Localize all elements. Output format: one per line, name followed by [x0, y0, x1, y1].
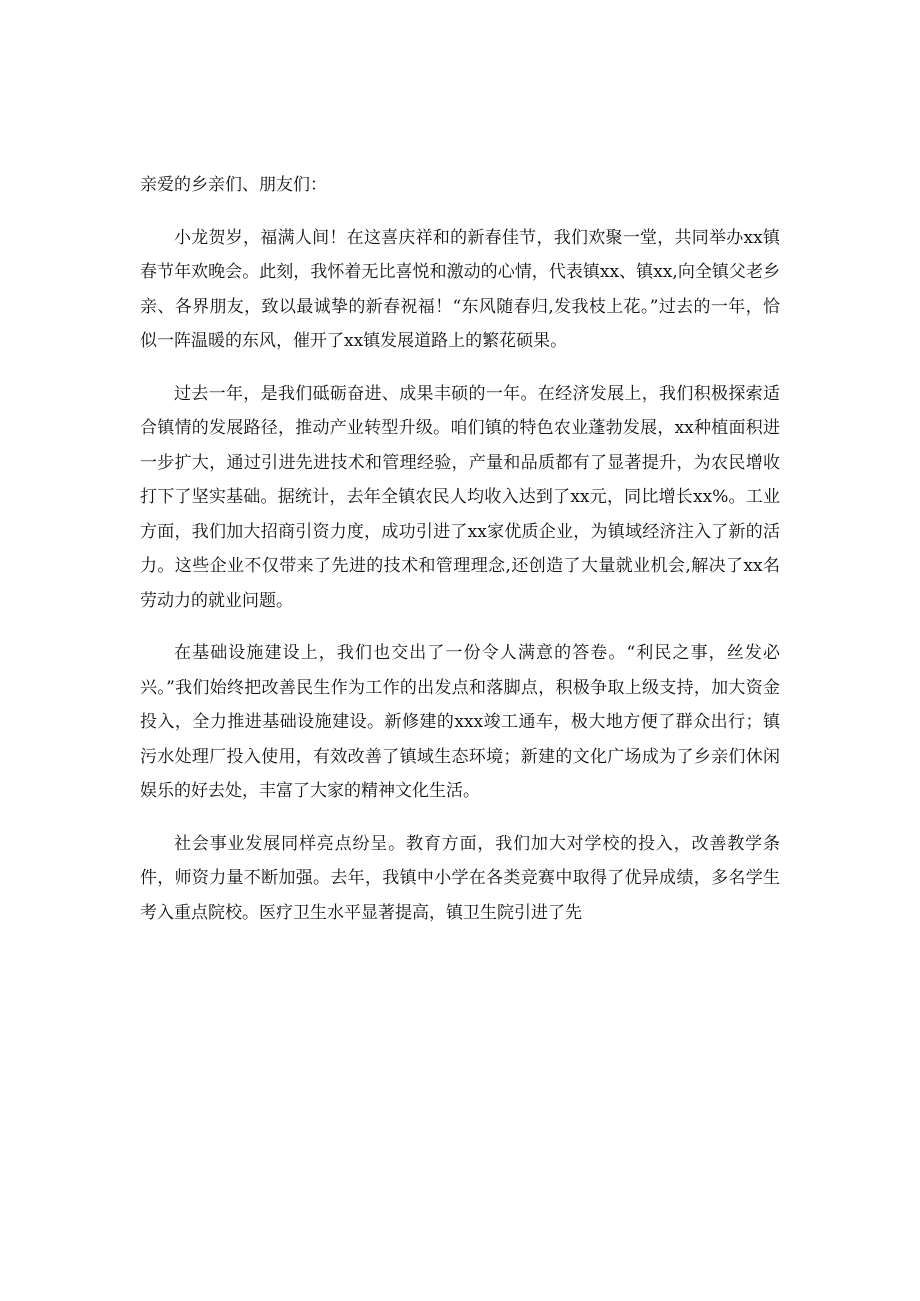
paragraph-economy: 过去一年，是我们砥砺奋进、成果丰硕的一年。在经济发展上，我们积极探索适合镇情的发展路径，推动产业转型升级。咱们镇的特色农业蓬勃发展，xx种植面积进一步扩大，通过引进先进技术和管理经验，产量和品质都有了显著提升，为农民增收打下了坚实基础。据统计，去年全镇农民人均收入达到了xx元，同比增长xx%。工业方面，我们加大招商引资力度，成功引进了xx家优质企业，为镇域经济注入了新的活力。这些企业不仅带来了先进的技术和管理理念,还创造了大量就业机会,解决了xx名劳动力的就业问题。 — [140, 383, 780, 611]
salutation: 亲爱的乡亲们、朋友们： — [140, 175, 327, 195]
paragraph-greeting: 小龙贺岁，福满人间！在这喜庆祥和的新春佳节，我们欢聚一堂，共同举办xx镇春节年欢晚会。此刻，我怀着无比喜悦和激动的心情，代表镇xx、镇xx,向全镇父老乡亲、各界朋友，致以最诚挚的新春祝福！“东风随春归,发我枝上花。”过去的一年，恰似一阵温暖的东风，催开了xx镇发展道路上的繁花硕果。 — [140, 227, 780, 351]
paragraph-infrastructure: 在基础设施建设上，我们也交出了一份令人满意的答卷。“利民之事，丝发必兴。”我们始终把改善民生作为工作的出发点和落脚点，积极争取上级支持，加大资金投入，全力推进基础设施建设。新修建的xxx竣工通车，极大地方便了群众出行；镇污水处理厂投入使用，有效改善了镇域生态环境；新建的文化广场成为了乡亲们休闲娱乐的好去处，丰富了大家的精神文化生活。 — [140, 643, 780, 801]
paragraph-social: 社会事业发展同样亮点纷呈。教育方面，我们加大对学校的投入，改善教学条件，师资力量不断加强。去年，我镇中小学在各类竞赛中取得了优异成绩，多名学生考入重点院校。医疗卫生水平显著提高，镇卫生院引进了先 — [140, 833, 780, 923]
document-body — [140, 168, 780, 948]
